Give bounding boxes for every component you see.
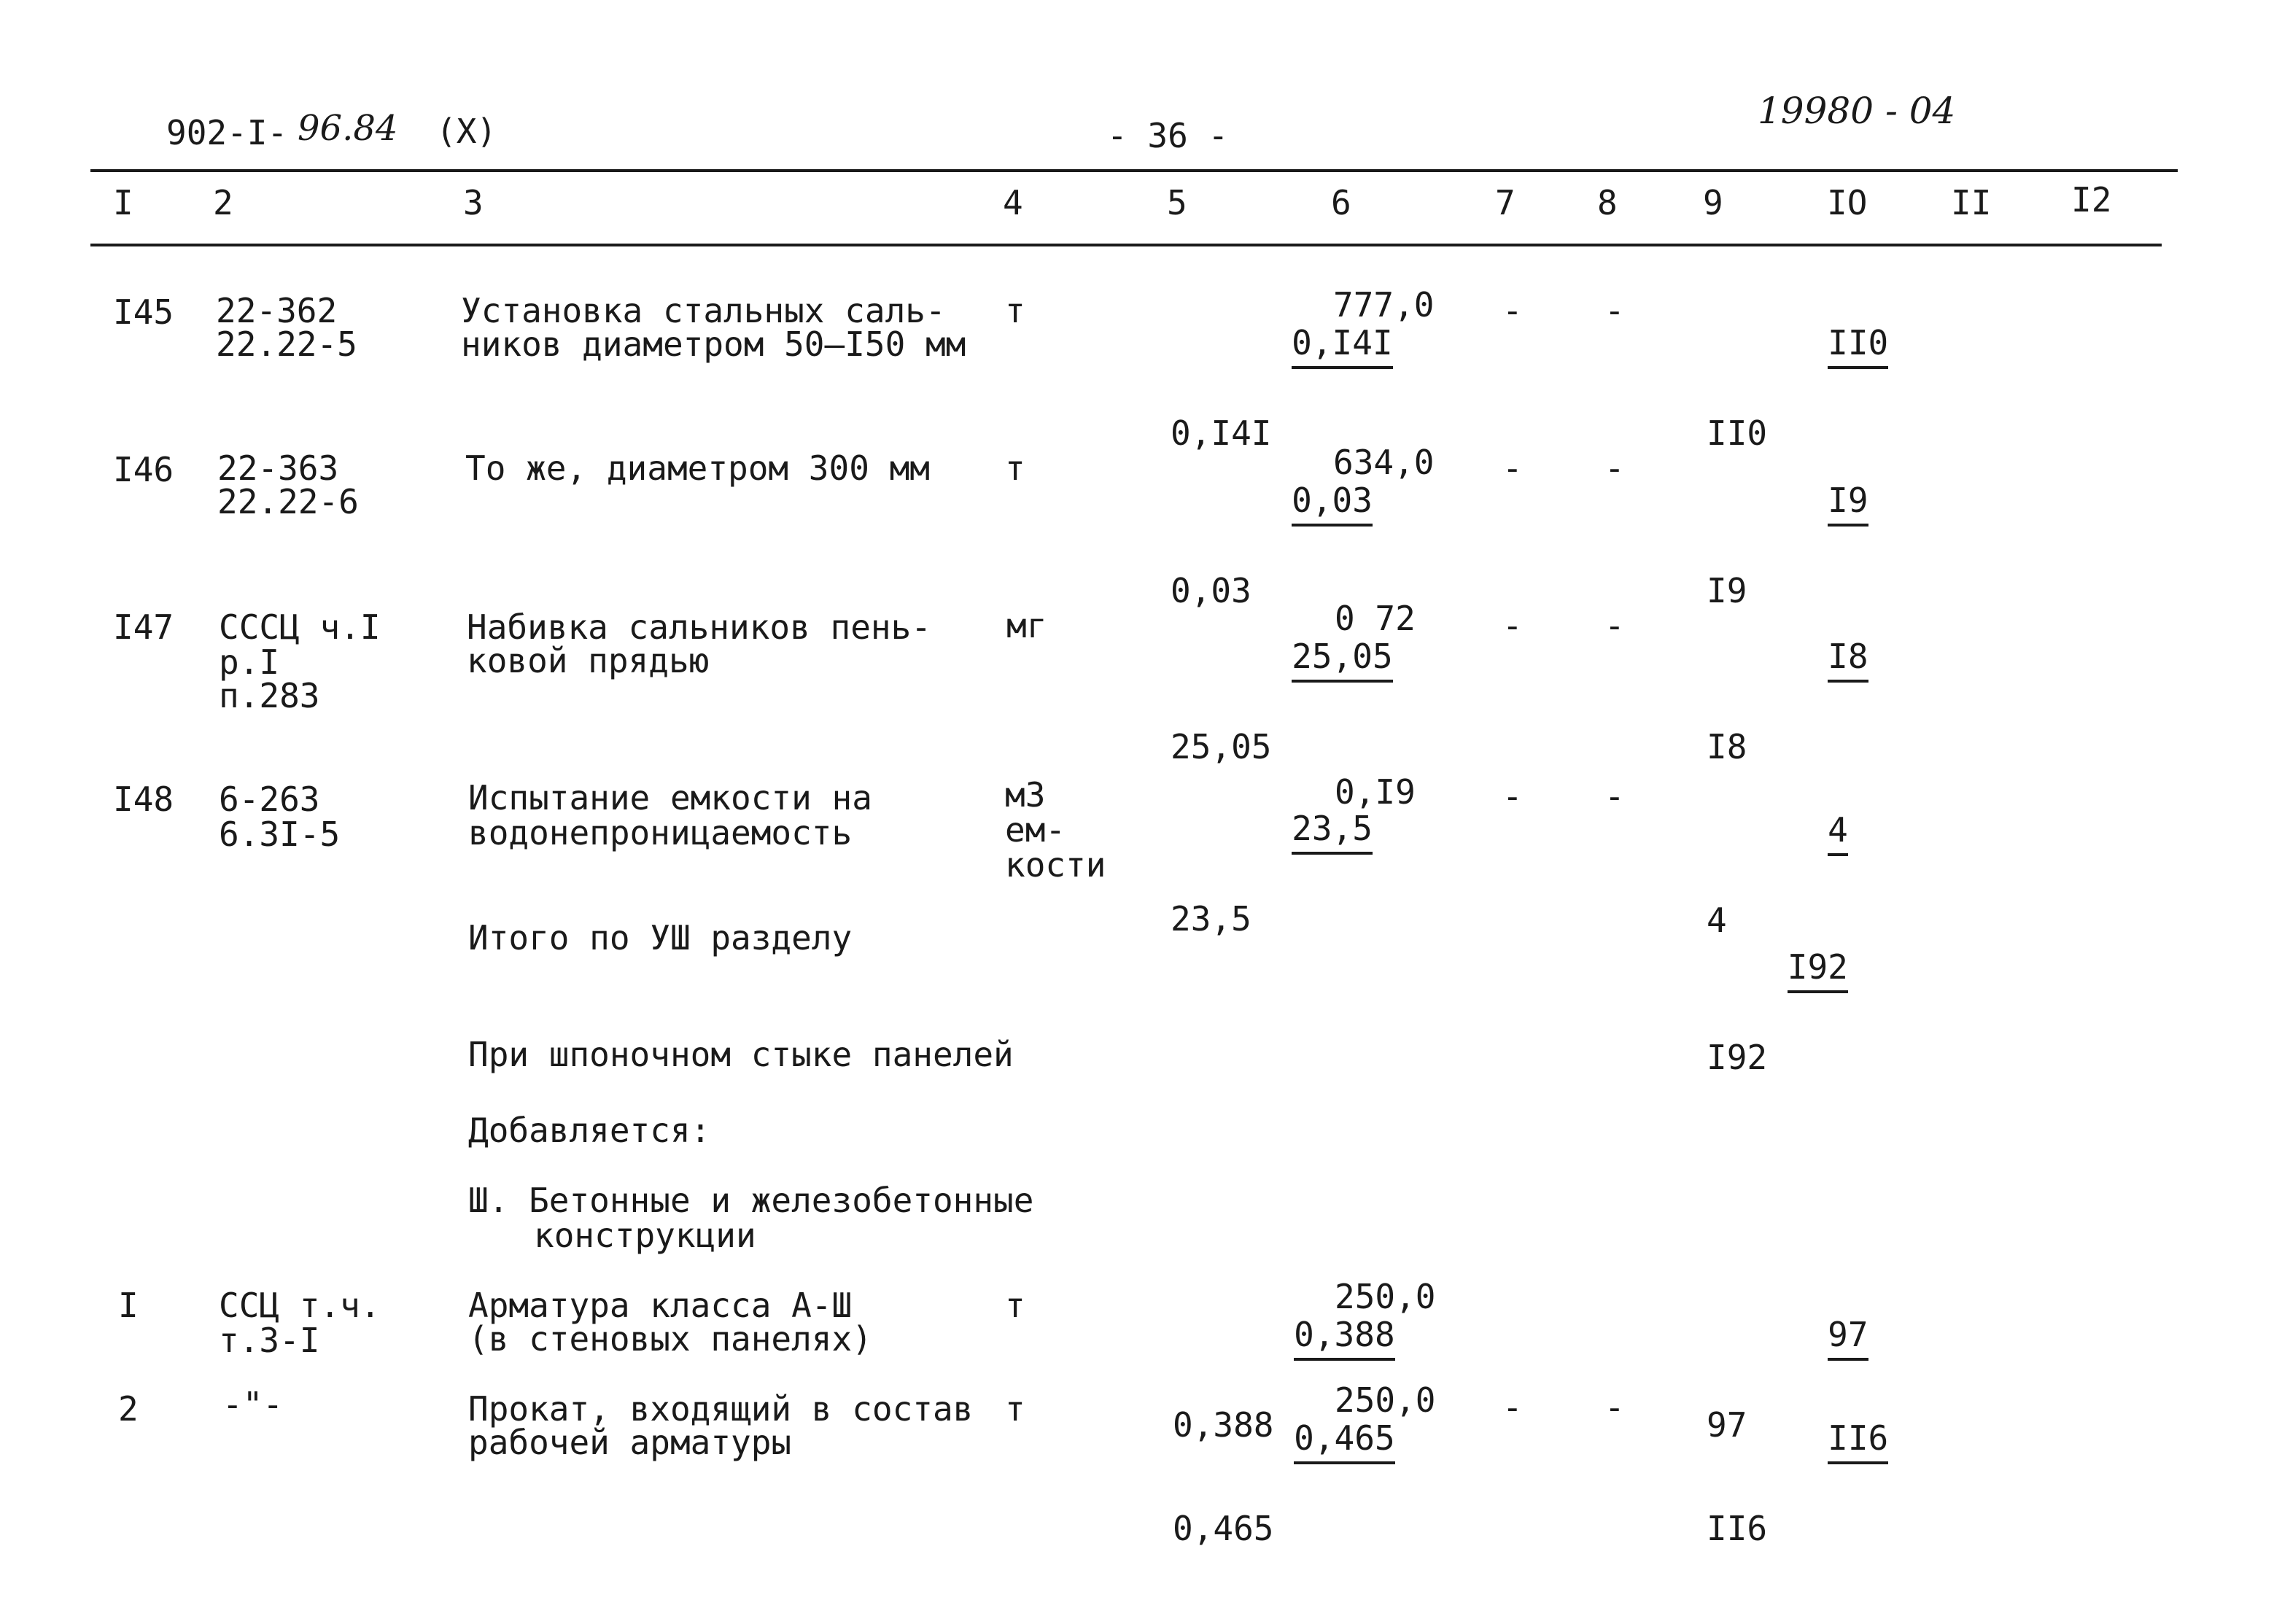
doc-number-handwritten: 19980 - 04: [1758, 90, 1956, 132]
quantity-top: 25,05: [1292, 637, 1392, 683]
section-heading-line: Ш. Бетонные и железобетонные: [468, 1181, 1034, 1220]
quantity-bottom: 25,05: [1171, 727, 1272, 766]
total-top: 4: [1828, 811, 1848, 856]
work-description-line: ников диаметром 50–I50 мм: [461, 325, 966, 364]
total-bottom: I9: [1707, 571, 1747, 610]
col8-value: -: [1604, 777, 1625, 816]
doc-code-prefix: 902-I-: [166, 113, 288, 152]
quantity-bottom: 0,465: [1173, 1509, 1274, 1548]
quantity-top: 0,03: [1292, 481, 1373, 527]
note-text: При шпоночном стыке панелей: [468, 1035, 1014, 1074]
col-header-12: I2: [2071, 180, 2112, 219]
col8-value: -: [1604, 448, 1625, 488]
work-description-line: Испытание емкости на: [468, 778, 872, 817]
work-description-line: рабочей арматуры: [468, 1423, 792, 1462]
unit-price: 250,0: [1335, 1380, 1436, 1420]
col8-value: -: [1604, 1388, 1625, 1427]
col-header-1: I: [113, 183, 133, 222]
total-fraction: [1707, 1381, 1888, 1623]
page-number: - 36 -: [1107, 116, 1229, 155]
work-description-line: (в стеновых панелях): [468, 1319, 872, 1359]
total-top: 97: [1828, 1316, 1868, 1361]
norm-code-line: т.3-I: [219, 1321, 320, 1360]
quantity-bottom: 23,5: [1171, 899, 1251, 939]
norm-code-line: 22-363: [217, 448, 339, 488]
total-bottom: I8: [1707, 727, 1747, 766]
quantity-top: 23,5: [1292, 809, 1373, 855]
note-added: Добавляется:: [468, 1111, 711, 1150]
total-bottom: 97: [1707, 1405, 1747, 1445]
quantity-top: 0,465: [1294, 1419, 1394, 1464]
col7-value: -: [1502, 777, 1523, 816]
quantity-bottom: 0,I4I: [1171, 413, 1272, 453]
total-top: I9: [1828, 481, 1868, 527]
norm-code-line: р.I: [219, 642, 280, 682]
unit-price: 250,0: [1335, 1277, 1436, 1316]
norm-code-line: ССЦ т.ч.: [219, 1286, 381, 1325]
total-top: II0: [1828, 324, 1888, 369]
subtotal-top: I92: [1788, 948, 1848, 993]
subtotal-fraction: [1707, 910, 1848, 1152]
norm-code-line: п.283: [219, 676, 320, 715]
norm-code-line: 22-362: [216, 291, 338, 330]
unit: т: [1005, 291, 1025, 330]
row-number: I47: [113, 607, 174, 647]
total-bottom: II6: [1707, 1509, 1768, 1548]
norm-code-line: 22.22-5: [216, 325, 357, 364]
quantity-bottom: 0,388: [1173, 1405, 1274, 1445]
doc-code-handwritten: 96.84: [298, 108, 398, 149]
header-rule-top: [90, 169, 2178, 172]
col-header-6: 6: [1331, 183, 1351, 222]
row-number: I48: [113, 780, 174, 819]
unit: мг: [1006, 606, 1047, 645]
unit-price: 0 72: [1335, 599, 1416, 638]
work-description-line: ковой прядью: [467, 641, 710, 680]
work-description-line: Арматура класса А-Ш: [468, 1286, 853, 1325]
subtotal-label: Итого по УШ разделу: [468, 918, 853, 957]
unit: т: [1005, 1389, 1025, 1429]
work-description-line: Прокат, входящий в состав: [468, 1389, 974, 1429]
row-number: 2: [118, 1389, 139, 1429]
subtotal-bottom: I92: [1707, 1038, 1768, 1077]
col7-value: -: [1502, 606, 1523, 645]
norm-code-line: 22.22-6: [217, 482, 359, 521]
unit-price: 777,0: [1333, 285, 1435, 325]
unit-price: 0,I9: [1335, 772, 1416, 812]
unit-price: 634,0: [1333, 443, 1435, 482]
col-header-4: 4: [1003, 183, 1023, 222]
col8-value: -: [1604, 606, 1625, 645]
unit-line: м3: [1005, 775, 1046, 815]
unit-line: ем-: [1005, 810, 1066, 850]
total-bottom: II0: [1707, 413, 1768, 453]
total-top: I8: [1828, 637, 1868, 683]
work-description-line: Установка стальных саль-: [461, 291, 946, 330]
unit-line: кости: [1005, 845, 1106, 885]
col-header-3: 3: [463, 183, 484, 222]
quantity-top: 0,388: [1294, 1316, 1394, 1361]
total-top: II6: [1828, 1419, 1888, 1464]
col-header-11: II: [1951, 183, 1992, 222]
quantity-bottom: 0,03: [1171, 571, 1251, 610]
work-description-line: Набивка сальников пень-: [467, 607, 931, 647]
norm-code-line: СССЦ ч.I: [219, 607, 381, 647]
work-description-line: водонепроницаемость: [468, 813, 853, 852]
header-rule-bottom: [90, 244, 2162, 246]
norm-code-ditto: -"-: [222, 1385, 284, 1424]
col7-value: -: [1502, 291, 1523, 330]
col-header-2: 2: [213, 183, 233, 222]
work-description-line: То же, диаметром 300 мм: [465, 448, 930, 488]
doc-code-suffix: (X): [436, 112, 497, 151]
row-number: I46: [113, 450, 174, 489]
col-header-9: 9: [1703, 183, 1723, 222]
section-heading-line: конструкции: [534, 1216, 756, 1255]
col7-value: -: [1502, 1388, 1523, 1427]
row-number: I45: [113, 292, 174, 332]
unit: т: [1005, 448, 1025, 488]
col-header-7: 7: [1495, 183, 1515, 222]
unit: т: [1005, 1286, 1025, 1325]
norm-code-line: 6-263: [219, 780, 320, 819]
row-number: I: [118, 1286, 139, 1325]
quantity-top: 0,I4I: [1292, 324, 1392, 369]
total-bottom: 4: [1707, 901, 1727, 940]
col8-value: -: [1604, 291, 1625, 330]
norm-code-line: 6.3I-5: [219, 815, 341, 854]
col-header-5: 5: [1167, 183, 1187, 222]
col-header-10: IO: [1827, 183, 1868, 222]
col-header-8: 8: [1597, 183, 1618, 222]
col7-value: -: [1502, 448, 1523, 488]
